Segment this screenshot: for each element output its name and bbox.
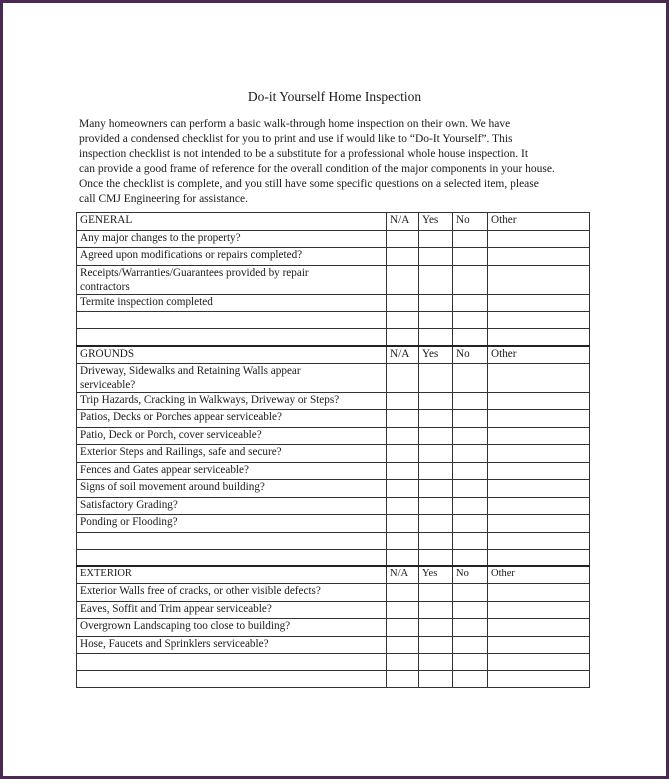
na-cell[interactable] (387, 312, 419, 329)
na-cell[interactable] (387, 654, 419, 671)
yes-cell[interactable] (419, 497, 453, 515)
other-cell[interactable] (488, 392, 590, 410)
yes-cell[interactable] (419, 462, 453, 480)
yes-cell[interactable] (419, 248, 453, 266)
blank-cell[interactable] (77, 532, 387, 549)
intro-line: Once the checklist is complete, and you still have some specific questions on a selected item, please (79, 178, 539, 191)
item-label: Signs of soil movement around building? (77, 480, 387, 498)
checklist-row (77, 515, 590, 533)
na-cell[interactable] (387, 462, 419, 480)
na-cell[interactable] (387, 480, 419, 498)
checklist-row (77, 584, 590, 602)
yes-cell[interactable] (419, 410, 453, 428)
section-header-row (77, 346, 590, 364)
no-cell[interactable] (453, 654, 488, 671)
yes-cell[interactable] (419, 265, 453, 294)
no-cell[interactable] (453, 462, 488, 480)
item-label: Satisfactory Grading? (77, 497, 387, 515)
checklist-row (77, 497, 590, 515)
checklist-row (77, 445, 590, 463)
other-cell[interactable] (488, 294, 590, 312)
section-heading-exterior: EXTERIOR (77, 566, 387, 584)
blank-row (77, 329, 590, 346)
other-cell[interactable] (488, 601, 590, 619)
other-cell[interactable] (488, 445, 590, 463)
na-cell[interactable] (387, 294, 419, 312)
other-cell[interactable] (488, 671, 590, 688)
no-cell[interactable] (453, 248, 488, 266)
other-cell[interactable] (488, 248, 590, 266)
na-cell[interactable] (387, 445, 419, 463)
na-cell[interactable] (387, 392, 419, 410)
checklist-row (77, 265, 590, 294)
na-cell[interactable] (387, 329, 419, 346)
blank-row (77, 532, 590, 549)
na-cell[interactable] (387, 619, 419, 637)
section-heading-general: GENERAL (77, 213, 387, 231)
item-label: Overgrown Landscaping too close to building? (77, 619, 387, 637)
item-label (77, 265, 387, 294)
no-cell[interactable] (453, 329, 488, 346)
no-cell[interactable] (453, 392, 488, 410)
no-cell[interactable] (453, 619, 488, 637)
checklist-row (77, 410, 590, 428)
no-cell[interactable] (453, 230, 488, 248)
other-cell[interactable] (488, 532, 590, 549)
intro-line: provided a condensed checklist for you to print and use if would like to “Do-It Yourself”. This (79, 133, 513, 146)
other-cell[interactable] (488, 549, 590, 566)
intro-line: Many homeowners can perform a basic walk-through home inspection on their own. We have (79, 118, 511, 130)
col-header-other: Other (488, 346, 590, 364)
yes-cell[interactable] (419, 445, 453, 463)
yes-cell[interactable] (419, 427, 453, 445)
blank-row (77, 654, 590, 671)
yes-cell[interactable] (419, 601, 453, 619)
intro-line: inspection checklist is not intended to be a substitute for a professional whole house inspection. It (79, 148, 529, 161)
blank-row (77, 671, 590, 688)
checklist-row (77, 480, 590, 498)
na-cell[interactable] (387, 363, 419, 392)
yes-cell[interactable] (419, 230, 453, 248)
na-cell[interactable] (387, 248, 419, 266)
section-header-row (77, 213, 590, 231)
item-label: Ponding or Flooding? (77, 515, 387, 533)
checklist-row (77, 248, 590, 266)
item-label-line: contractors (80, 280, 130, 293)
col-header-yes: Yes (419, 346, 453, 364)
item-label: Hose, Faucets and Sprinklers serviceable? (77, 636, 387, 654)
na-cell[interactable] (387, 636, 419, 654)
yes-cell[interactable] (419, 392, 453, 410)
yes-cell[interactable] (419, 329, 453, 346)
other-cell[interactable] (488, 497, 590, 515)
item-label: Trip Hazards, Cracking in Walkways, Driveway or Steps? (77, 392, 387, 410)
other-cell[interactable] (488, 619, 590, 637)
checklist-row (77, 427, 590, 445)
col-header-yes: Yes (419, 213, 453, 231)
yes-cell[interactable] (419, 654, 453, 671)
no-cell[interactable] (453, 363, 488, 392)
checklist-row (77, 392, 590, 410)
item-label-line: Driveway, Sidewalks and Retaining Walls appear (80, 364, 301, 377)
item-label: Exterior Walls free of cracks, or other visible defects? (77, 584, 387, 602)
intro-paragraph (79, 117, 599, 208)
yes-cell[interactable] (419, 532, 453, 549)
intro-line: call CMJ Engineering for assistance. (79, 193, 248, 206)
yes-cell[interactable] (419, 636, 453, 654)
yes-cell[interactable] (419, 294, 453, 312)
no-cell[interactable] (453, 294, 488, 312)
na-cell[interactable] (387, 584, 419, 602)
checklist-row (77, 601, 590, 619)
no-cell[interactable] (453, 410, 488, 428)
yes-cell[interactable] (419, 480, 453, 498)
other-cell[interactable] (488, 265, 590, 294)
blank-cell[interactable] (77, 671, 387, 688)
na-cell[interactable] (387, 515, 419, 533)
other-cell[interactable] (488, 427, 590, 445)
no-cell[interactable] (453, 445, 488, 463)
item-label: Termite inspection completed (77, 294, 387, 312)
item-label: Fences and Gates appear serviceable? (77, 462, 387, 480)
na-cell[interactable] (387, 671, 419, 688)
checklist-row (77, 294, 590, 312)
no-cell[interactable] (453, 532, 488, 549)
other-cell[interactable] (488, 230, 590, 248)
na-cell[interactable] (387, 601, 419, 619)
document-title: Do-it Yourself Home Inspection (247, 89, 422, 104)
other-cell[interactable] (488, 654, 590, 671)
no-cell[interactable] (453, 601, 488, 619)
no-cell[interactable] (453, 549, 488, 566)
no-cell[interactable] (453, 265, 488, 294)
inspection-checklist-table (76, 212, 590, 688)
item-label: Patios, Decks or Porches appear serviceable? (77, 410, 387, 428)
col-header-na: N/A (387, 213, 419, 231)
other-cell[interactable] (488, 636, 590, 654)
item-label (77, 363, 387, 392)
no-cell[interactable] (453, 636, 488, 654)
col-header-no: No (453, 346, 488, 364)
item-label-line: serviceable? (80, 378, 136, 391)
no-cell[interactable] (453, 312, 488, 329)
blank-cell[interactable] (77, 329, 387, 346)
yes-cell[interactable] (419, 671, 453, 688)
item-label: Any major changes to the property? (77, 230, 387, 248)
na-cell[interactable] (387, 497, 419, 515)
col-header-yes: Yes (419, 566, 453, 584)
blank-cell[interactable] (77, 654, 387, 671)
checklist-row (77, 230, 590, 248)
item-label: Patio, Deck or Porch, cover serviceable? (77, 427, 387, 445)
na-cell[interactable] (387, 265, 419, 294)
yes-cell[interactable] (419, 584, 453, 602)
blank-cell[interactable] (77, 549, 387, 566)
other-cell[interactable] (488, 312, 590, 329)
col-header-na: N/A (387, 566, 419, 584)
checklist-row (77, 363, 590, 392)
blank-row (77, 312, 590, 329)
section-header-row (77, 566, 590, 584)
other-cell[interactable] (488, 462, 590, 480)
col-header-na: N/A (387, 346, 419, 364)
na-cell[interactable] (387, 427, 419, 445)
no-cell[interactable] (453, 671, 488, 688)
blank-row (77, 549, 590, 566)
intro-line: can provide a good frame of reference for the overall condition of the major components in your house. (79, 163, 555, 176)
yes-cell[interactable] (419, 515, 453, 533)
no-cell[interactable] (453, 584, 488, 602)
no-cell[interactable] (453, 480, 488, 498)
section-heading-grounds: GROUNDS (77, 346, 387, 364)
na-cell[interactable] (387, 410, 419, 428)
checklist-row (77, 462, 590, 480)
no-cell[interactable] (453, 515, 488, 533)
item-label-line: Receipts/Warranties/Guarantees provided by repair (80, 266, 309, 279)
col-header-no: No (453, 213, 488, 231)
item-label: Eaves, Soffit and Trim appear serviceable? (77, 601, 387, 619)
blank-cell[interactable] (77, 312, 387, 329)
item-label: Exterior Steps and Railings, safe and secure? (77, 445, 387, 463)
checklist-row (77, 636, 590, 654)
yes-cell[interactable] (419, 619, 453, 637)
na-cell[interactable] (387, 532, 419, 549)
yes-cell[interactable] (419, 549, 453, 566)
other-cell[interactable] (488, 363, 590, 392)
checklist-row (77, 619, 590, 637)
na-cell[interactable] (387, 549, 419, 566)
item-label: Agreed upon modifications or repairs completed? (77, 248, 387, 266)
no-cell[interactable] (453, 427, 488, 445)
yes-cell[interactable] (419, 363, 453, 392)
col-header-other: Other (488, 566, 590, 584)
other-cell[interactable] (488, 329, 590, 346)
yes-cell[interactable] (419, 312, 453, 329)
na-cell[interactable] (387, 230, 419, 248)
other-cell[interactable] (488, 480, 590, 498)
no-cell[interactable] (453, 497, 488, 515)
col-header-no: No (453, 566, 488, 584)
other-cell[interactable] (488, 410, 590, 428)
other-cell[interactable] (488, 515, 590, 533)
other-cell[interactable] (488, 584, 590, 602)
col-header-other: Other (488, 213, 590, 231)
